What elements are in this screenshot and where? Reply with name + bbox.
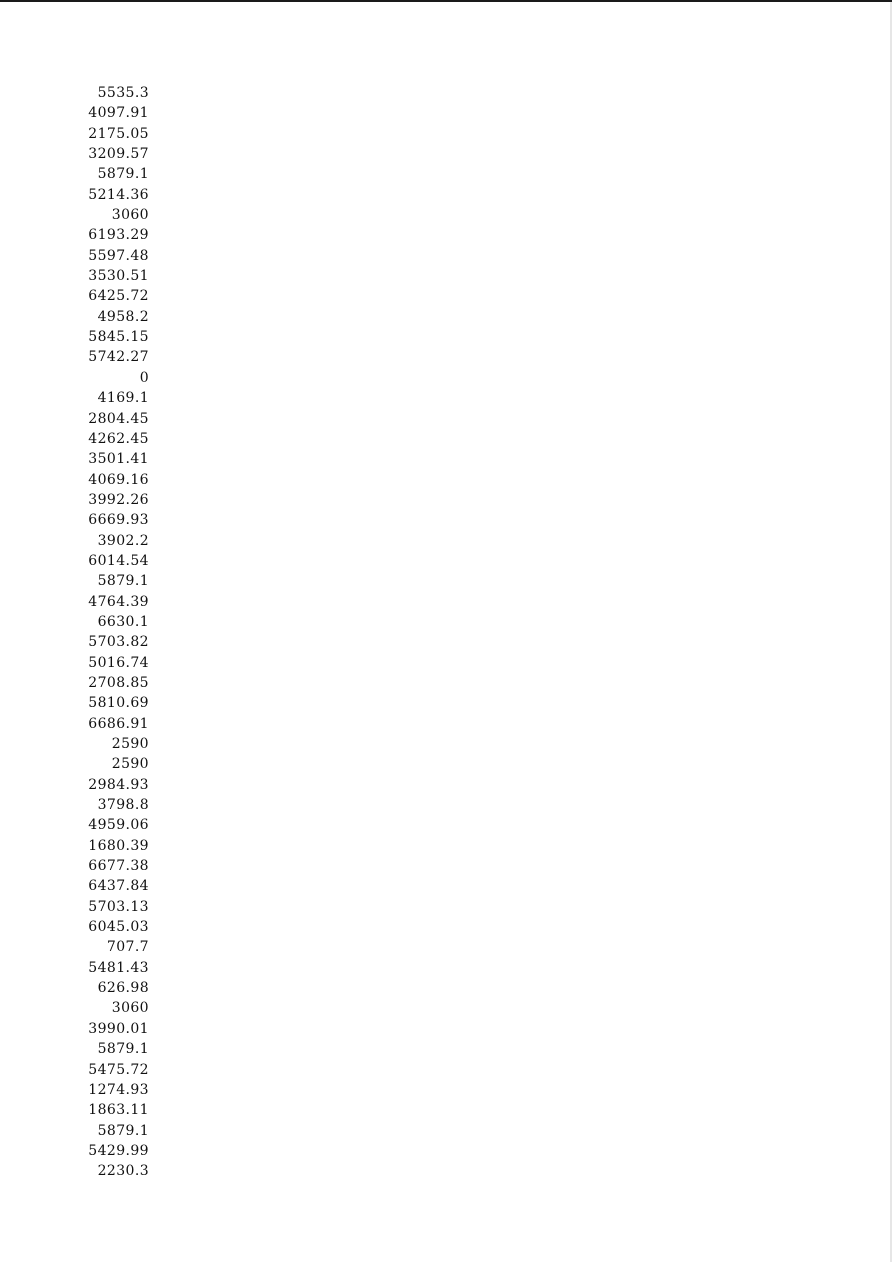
value-cell: 5879.1 <box>97 1122 149 1139</box>
value-cell: 4169.1 <box>97 390 149 407</box>
value-cell: 6045.03 <box>88 919 149 936</box>
value-cell: 3060 <box>111 1000 149 1017</box>
value-cell: 4097.91 <box>88 105 149 122</box>
value-cell: 6669.93 <box>88 512 149 529</box>
value-cell: 6437.84 <box>88 878 149 895</box>
value-cell: 2984.93 <box>88 776 149 793</box>
value-cell: 3060 <box>111 207 149 224</box>
value-column <box>40 83 149 1182</box>
value-cell: 1274.93 <box>88 1081 149 1098</box>
value-cell: 707.7 <box>106 939 149 956</box>
value-cell: 4958.2 <box>97 308 149 325</box>
value-cell: 5481.43 <box>88 959 149 976</box>
value-cell: 3501.41 <box>88 451 149 468</box>
value-cell: 626.98 <box>97 980 149 997</box>
value-cell: 6677.38 <box>88 858 149 875</box>
value-cell: 0 <box>139 369 149 386</box>
value-cell: 5879.1 <box>97 573 149 590</box>
value-cell: 2590 <box>111 736 149 752</box>
value-cell: 3530.51 <box>88 268 149 285</box>
value-cell: 1863.11 <box>88 1102 149 1119</box>
value-cell: 3798.8 <box>97 797 149 814</box>
page-top-border <box>0 0 892 2</box>
value-cell: 2804.45 <box>88 410 149 427</box>
value-cell: 4069.16 <box>88 471 149 488</box>
value-cell: 5879.1 <box>97 166 149 183</box>
value-cell: 3992.26 <box>88 491 149 508</box>
value-cell: 5597.48 <box>88 247 149 264</box>
value-cell: 5810.69 <box>88 695 149 712</box>
value-cell: 5429.99 <box>88 1142 149 1159</box>
value-cell: 5703.13 <box>88 898 149 915</box>
value-cell: 3902.2 <box>97 532 149 549</box>
value-cell: 6630.1 <box>97 613 149 630</box>
value-cell: 4764.39 <box>88 593 149 610</box>
value-cell: 2230.3 <box>97 1163 149 1180</box>
value-cell: 2590 <box>111 756 149 773</box>
value-cell: 5879.1 <box>97 1041 149 1058</box>
value-cell: 2175.05 <box>88 125 149 142</box>
value-cell: 4262.45 <box>88 430 149 447</box>
value-cell: 6686.91 <box>88 715 149 732</box>
value-cell: 5535.3 <box>97 85 149 101</box>
value-cell: 5742.27 <box>88 349 149 366</box>
value-cell: 5016.74 <box>88 654 149 671</box>
value-cell: 5214.36 <box>88 186 149 203</box>
value-cell: 5703.82 <box>88 634 149 651</box>
value-cell: 6193.29 <box>88 227 149 244</box>
value-cell: 6014.54 <box>88 552 149 569</box>
value-cell: 1680.39 <box>88 837 149 854</box>
value-cell: 5475.72 <box>88 1061 149 1078</box>
value-cell: 5845.15 <box>88 329 149 346</box>
value-cell: 2708.85 <box>88 674 149 691</box>
value-cell: 3990.01 <box>88 1020 149 1037</box>
value-cell: 3209.57 <box>88 146 149 163</box>
value-cell: 6425.72 <box>88 288 149 305</box>
value-cell: 4959.06 <box>88 817 149 834</box>
